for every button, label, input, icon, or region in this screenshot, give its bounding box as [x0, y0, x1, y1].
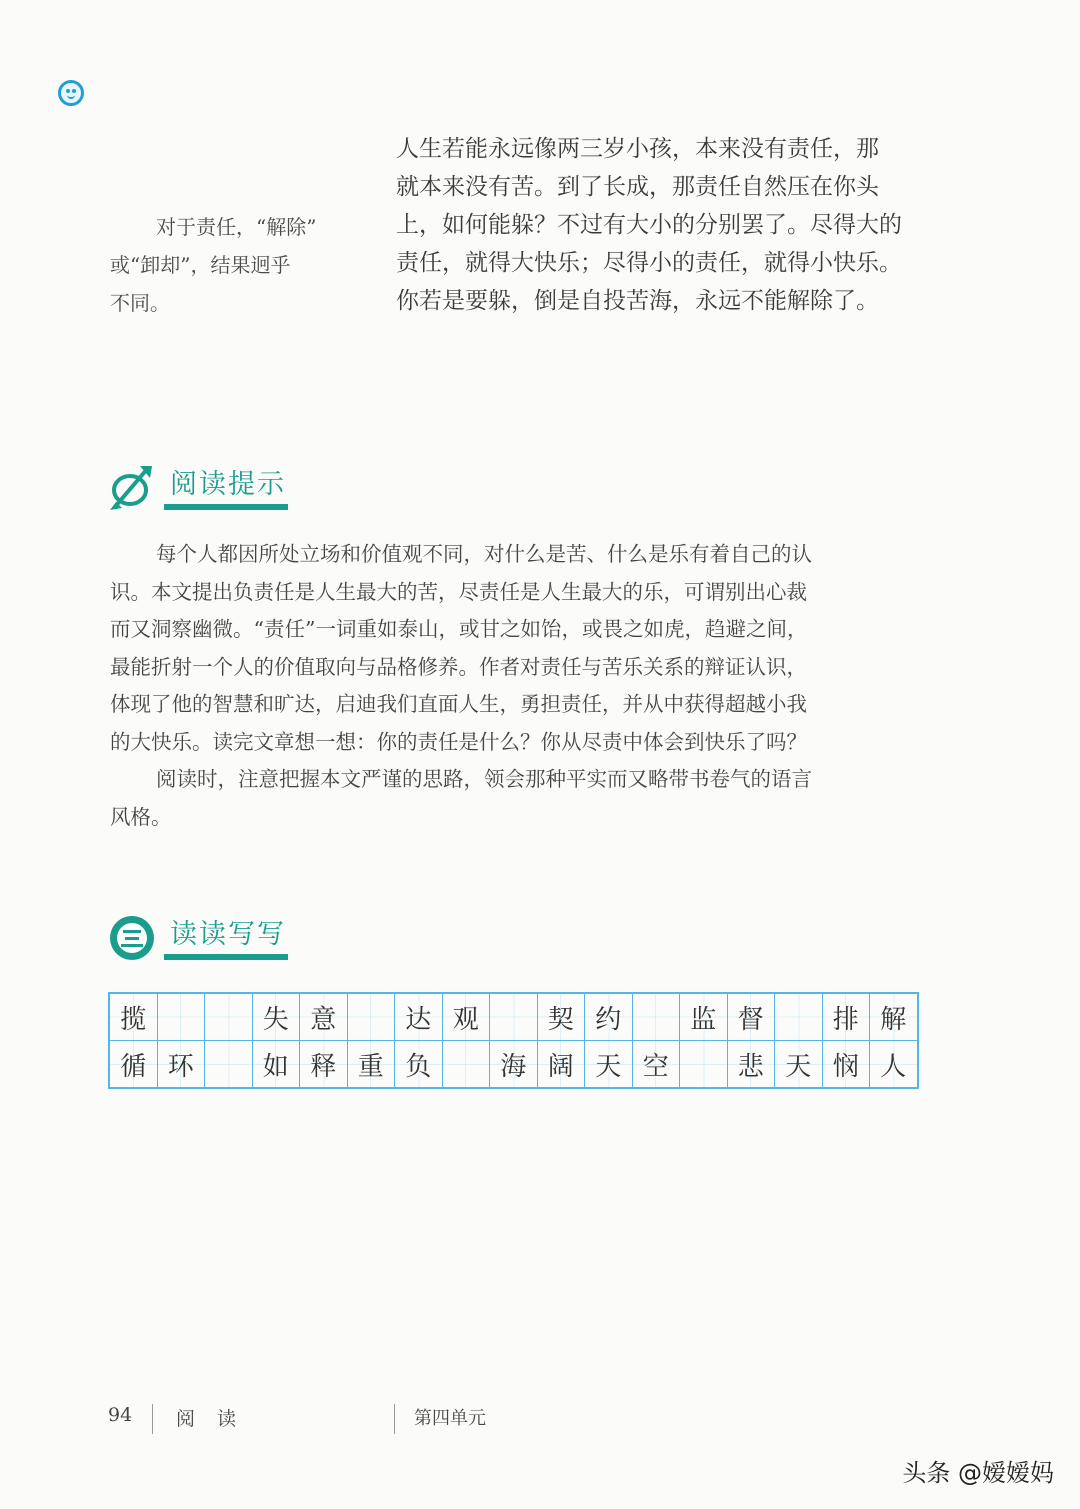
side-note-line: 对于责任，“解除”	[156, 215, 317, 239]
grid-cell: 达	[395, 993, 443, 1041]
tips-line: 风格。	[110, 804, 172, 829]
smiley-icon	[58, 80, 84, 106]
footer-section: 阅 读	[176, 1408, 245, 1430]
reading-tips-body	[110, 536, 930, 836]
grid-cell	[775, 993, 823, 1041]
watermark: 头条 @嫒嫒妈	[902, 1459, 1054, 1487]
grid-cell: 督	[727, 993, 775, 1041]
main-paragraph	[396, 130, 936, 320]
grid-cell: 环	[157, 1041, 205, 1089]
grid-cell: 人	[870, 1041, 918, 1089]
grid-cell: 重	[347, 1041, 395, 1089]
grid-cell: 解	[870, 993, 918, 1041]
grid-cell: 观	[442, 993, 490, 1041]
grid-cell: 阔	[537, 1041, 585, 1089]
grid-cell	[442, 1041, 490, 1089]
grid-cell	[347, 993, 395, 1041]
side-note-line: 不同。	[110, 291, 170, 315]
tips-line: 体现了他的智慧和旷达，启迪我们直面人生，勇担责任，并从中获得超越小我	[110, 692, 807, 716]
grid-cell: 释	[300, 1041, 348, 1089]
tips-line: 识。本文提出负责任是人生最大的苦，尽责任是人生最大的乐，可谓别出心裁	[110, 579, 807, 604]
grid-row	[109, 1041, 918, 1089]
reading-tips-heading	[108, 462, 408, 512]
grid-cell: 契	[537, 993, 585, 1041]
tips-line: 阅读时，注意把握本文严谨的思路，领会那种平实而又略带书卷气的语言	[156, 767, 812, 791]
paragraph-line: 你若是要躲，倒是自投苦海，永远不能解除了。	[396, 288, 879, 314]
reading-tips-title: 阅读提示	[170, 469, 286, 500]
grid-cell	[632, 993, 680, 1041]
paragraph-line: 上，如何能躲？不过有大小的分别罢了。尽得大的	[396, 212, 902, 238]
grid-cell: 约	[585, 993, 633, 1041]
page-number: 94	[108, 1404, 133, 1426]
grid-cell	[490, 993, 538, 1041]
tips-line: 而又洞察幽微。“责任”一词重如泰山，或甘之如饴，或畏之如虎，趋避之间，	[110, 617, 808, 641]
grid-cell: 悲	[727, 1041, 775, 1089]
grid-cell: 悯	[822, 1041, 870, 1089]
paragraph-line: 就本来没有苦。到了长成，那责任自然压在你头	[396, 174, 879, 200]
reading-tips-icon	[108, 462, 158, 512]
grid-cell: 海	[490, 1041, 538, 1089]
grid-cell: 失	[252, 993, 300, 1041]
tips-line: 每个人都因所处立场和价值观不同，对什么是苦、什么是乐有着自己的认	[156, 542, 812, 566]
grid-row	[109, 993, 918, 1041]
grid-cell: 负	[395, 1041, 443, 1089]
grid-cell: 天	[775, 1041, 823, 1089]
title-underline	[164, 954, 288, 960]
grid-cell	[205, 993, 253, 1041]
paragraph-line: 责任，就得大快乐；尽得小的责任，就得小快乐。	[396, 250, 902, 276]
side-note	[110, 208, 340, 322]
read-write-title: 读读写写	[170, 919, 286, 950]
grid-cell: 循	[109, 1041, 157, 1089]
side-note-line: 或“卸却”，结果迥乎	[110, 253, 291, 277]
grid-cell: 监	[680, 993, 728, 1041]
footer-divider	[152, 1404, 153, 1434]
grid-cell: 如	[252, 1041, 300, 1089]
grid-cell	[157, 993, 205, 1041]
grid-cell: 意	[300, 993, 348, 1041]
section-number-icon	[108, 914, 158, 964]
tips-line: 的大快乐。读完文章想一想：你的责任是什么？你从尽责中体会到快乐了吗？	[110, 729, 807, 754]
grid-cell: 天	[585, 1041, 633, 1089]
footer-unit: 第四单元	[414, 1408, 486, 1429]
grid-cell	[680, 1041, 728, 1089]
grid-cell: 排	[822, 993, 870, 1041]
grid-cell: 空	[632, 1041, 680, 1089]
title-underline	[164, 504, 288, 510]
paragraph-line: 人生若能永远像两三岁小孩，本来没有责任，那	[396, 136, 879, 162]
grid-cell	[205, 1041, 253, 1089]
footer-divider	[394, 1404, 395, 1434]
character-grid	[108, 992, 919, 1089]
read-write-heading	[108, 912, 408, 962]
tips-line: 最能折射一个人的价值取向与品格修养。作者对责任与苦乐关系的辩证认识，	[110, 654, 807, 679]
grid-cell: 揽	[109, 993, 157, 1041]
